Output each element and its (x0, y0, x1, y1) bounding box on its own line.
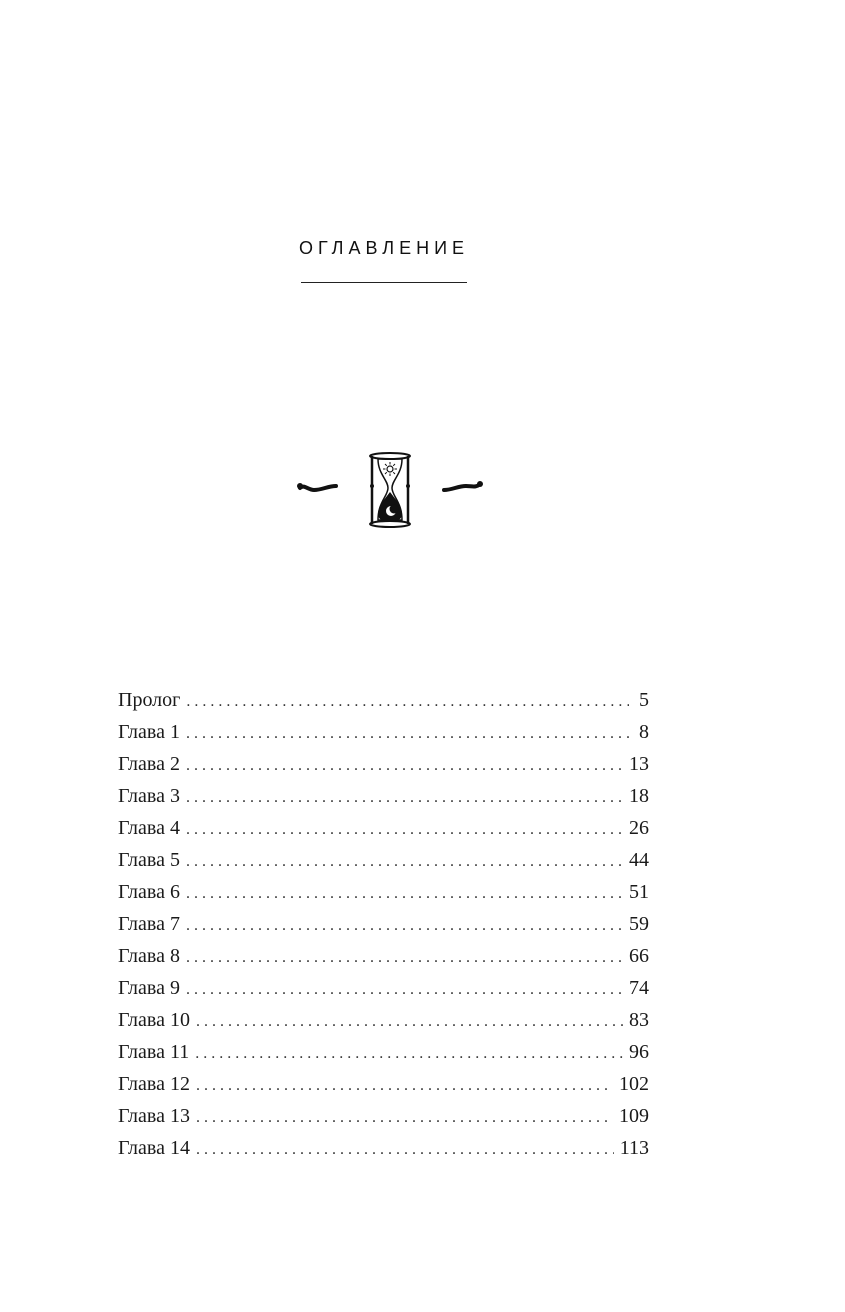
hourglass-sun-moon-icon (370, 453, 410, 527)
toc-entry-page: 66 (629, 945, 649, 967)
chapter-ornament (294, 450, 486, 530)
tilde-flourish-right-icon (444, 481, 483, 490)
toc-entry-page: 83 (629, 1009, 649, 1031)
toc-entry[interactable] (118, 716, 649, 748)
toc-entry-label: Глава 8 (118, 945, 180, 967)
page-title: ОГЛАВЛЕНИЕ (298, 238, 470, 258)
toc-leader-dots (186, 878, 623, 910)
toc-entry-label: Глава 2 (118, 753, 180, 775)
toc-entry-label: Глава 13 (118, 1105, 190, 1127)
toc-entry-label: Глава 9 (118, 977, 180, 999)
toc-entry[interactable] (118, 972, 649, 1004)
toc-entry-label: Глава 11 (118, 1041, 190, 1063)
toc-leader-dots (186, 846, 623, 878)
toc-entry[interactable] (118, 1100, 649, 1132)
toc-entry[interactable] (118, 1036, 649, 1068)
toc-entry-label: Глава 3 (118, 785, 180, 807)
toc-entry[interactable] (118, 1004, 649, 1036)
toc-leader-dots (196, 1006, 623, 1038)
toc-leader-dots (186, 974, 623, 1006)
toc-entry[interactable] (118, 876, 649, 908)
toc-leader-dots (186, 686, 629, 718)
toc-entry[interactable] (118, 844, 649, 876)
toc-entry-label: Глава 4 (118, 817, 180, 839)
toc-entry-page: 113 (619, 1137, 649, 1159)
toc-entry-page: 26 (629, 817, 649, 839)
toc-leader-dots (186, 910, 623, 942)
toc-entry[interactable] (118, 1132, 649, 1164)
toc-entry-label: Глава 12 (118, 1073, 190, 1095)
toc-entry-page: 44 (629, 849, 649, 871)
toc-leader-dots (186, 750, 623, 782)
toc-entry[interactable] (118, 780, 649, 812)
toc-entry-page: 96 (629, 1041, 649, 1063)
toc-leader-dots (195, 1038, 623, 1070)
toc-entry-label: Глава 5 (118, 849, 180, 871)
toc-entry[interactable] (118, 908, 649, 940)
toc-entry-page: 59 (629, 913, 649, 935)
toc-entry[interactable] (118, 940, 649, 972)
toc-entry-page: 109 (619, 1105, 649, 1127)
toc-entry-label: Глава 10 (118, 1009, 190, 1031)
toc-entry-page: 18 (629, 785, 649, 807)
toc-entry-page: 8 (639, 721, 649, 743)
toc-leader-dots (196, 1102, 613, 1134)
toc-entry-label: Глава 6 (118, 881, 180, 903)
toc-entry-page: 51 (629, 881, 649, 903)
toc-entry-label: Пролог (118, 689, 181, 711)
title-underline (301, 282, 467, 283)
toc-entry-page: 13 (629, 753, 649, 775)
toc-entry-label: Глава 1 (118, 721, 180, 743)
toc-entry-label: Глава 7 (118, 913, 180, 935)
toc-entry-page: 74 (629, 977, 649, 999)
toc-leader-dots (196, 1070, 613, 1102)
toc-entry[interactable] (118, 812, 649, 844)
toc-entry[interactable] (118, 684, 649, 716)
toc-entry-page: 102 (619, 1073, 649, 1095)
table-of-contents (118, 684, 649, 1164)
toc-leader-dots (186, 814, 623, 846)
toc-leader-dots (186, 718, 629, 750)
toc-leader-dots (186, 782, 623, 814)
toc-entry-label: Глава 14 (118, 1137, 190, 1159)
toc-entry[interactable] (118, 1068, 649, 1100)
tilde-flourish-left-icon (297, 483, 336, 490)
toc-entry[interactable] (118, 748, 649, 780)
toc-leader-dots (196, 1134, 614, 1166)
toc-leader-dots (186, 942, 623, 974)
toc-entry-page: 5 (639, 689, 649, 711)
